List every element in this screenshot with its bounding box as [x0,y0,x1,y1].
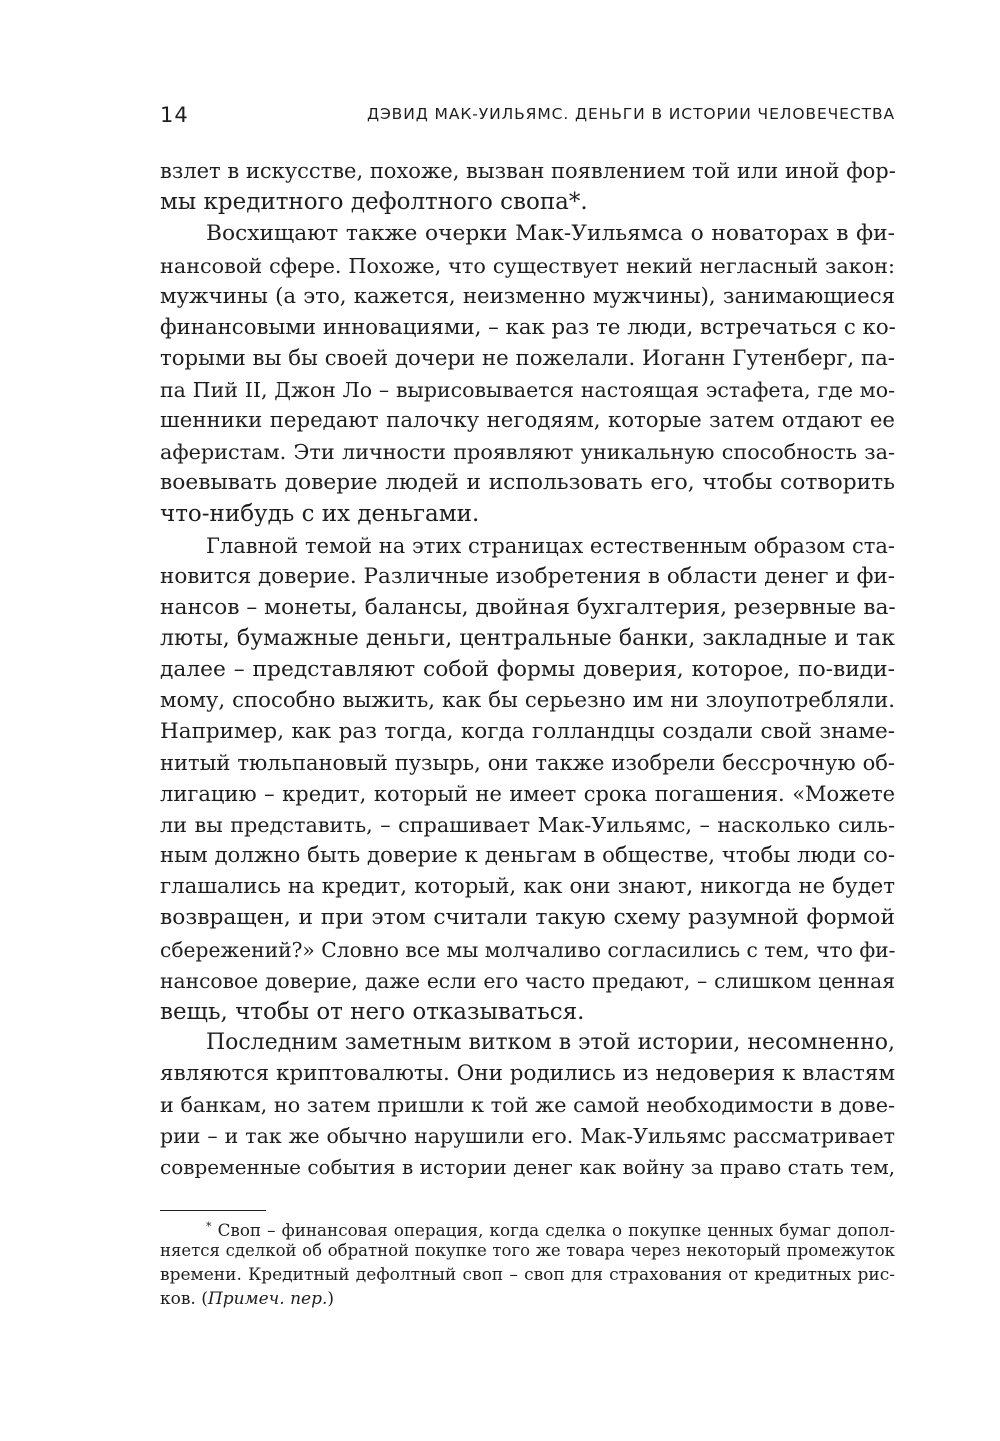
running-header [160,103,895,133]
translator-note: Примеч. пер. [207,1289,328,1309]
text-line: являются криптовалюты. Они родились из недоверия к властям [160,1061,896,1086]
text-line: Восхищают также очерки Мак-Уильямса о новаторах в фи- [206,221,895,246]
text-line: взлет в искусстве, похоже, вызван появлением той или иной фор- [160,159,896,183]
text-line: воевывать доверие людей и использовать его, чтобы сотворить [160,470,895,495]
footnote-line: * Своп – финансовая операция, когда сделка о покупке ценных бумаг допол- [206,1220,895,1240]
text-line: нитый тюльпановый пузырь, они также изобрели бессрочную об- [160,751,895,775]
text-line: торыми вы бы своей дочери не пожелали. Иоганн Гутенберг, па- [160,346,895,371]
text-line: новится доверие. Различные изобретения в области денег и фи- [160,564,895,589]
text-line: финансовыми инновациями, – как раз те люди, встречаться с ко- [160,315,896,340]
footnote-marker: * [206,1220,212,1233]
text-line: ли вы представить, – спрашивает Мак-Уильямс, – насколько силь- [160,813,895,837]
running-title: ДЭВИД МАК-УИЛЬЯМС. ДЕНЬГИ В ИСТОРИИ ЧЕЛОВЕЧЕСТВА [366,105,895,123]
text-line: возвращен, и при этом считали такую схему разумной формой [160,905,895,930]
text-line: мужчины (а это, кажется, неизменно мужчины), занимающиеся [160,284,895,309]
text-line: мому, способно выжить, как бы серьезно им ни злоупотребляли. [160,688,895,713]
text-line: шенники передают палочку негодяям, которые затем отдают ее [160,408,895,433]
footnote-separator [160,1210,266,1211]
text-line: Последним заметным витком в этой истории, несомненно, [206,1030,895,1055]
footnote-line: няется сделкой об обратной покупке того же товара через некоторый промежуток [160,1241,895,1260]
text-line: ным должно быть доверие к деньгам в обществе, чтобы люди со- [160,843,895,868]
page-number: 14 [160,103,189,127]
text-line: вещь, чтобы от него отказываться. [160,999,585,1025]
text-line: мы кредитного дефолтного свопа*. [160,189,588,215]
text-line: люты, бумажные деньги, центральные банки, закладные и так [160,626,895,651]
text-line: лигацию – кредит, который не имеет срока погашения. «Можете [160,782,895,806]
text-line: и банкам, но затем пришли к той же самой необходимости в дове- [160,1093,895,1117]
text-line: нансовой сфере. Похоже, что существует некий негласный закон: [160,254,895,278]
text-line: нансов – монеты, балансы, двойная бухгалтерия, резервные ва- [160,595,896,620]
text-line: сбережений?» Словно все мы молчаливо согласились с тем, что фи- [160,938,896,962]
text-line: Главной темой на этих страницах естественным образом ста- [206,534,895,558]
text-line: па Пий II, Джон Ло – вырисовывается настоящая эстафета, где мо- [160,378,895,402]
footnote-line: времени. Кредитный дефолтный своп – своп для страхования от кредитных рис- [160,1265,895,1285]
text-line: нансовое доверие, даже если его часто предают, – слишком ценная [160,969,895,993]
text-line: что-нибудь с их деньгами. [160,501,480,527]
text-line: глашались на кредит, который, как они знают, никогда не будет [160,874,895,899]
text-line: далее – представляют собой формы доверия, которое, по-види- [160,657,895,682]
text-line: аферистам. Эти личности проявляют уникальную способность за- [160,440,895,464]
text-line: современные события в истории денег как войну за право стать тем, [160,1155,895,1179]
footnote-line: ков. (Примеч. пер.) [160,1289,335,1309]
text-line: Например, как раз тогда, когда голландцы создали свой знаме- [160,719,895,744]
text-line: рии – и так же обычно нарушили его. Мак-Уильямс рассматривает [160,1124,895,1148]
